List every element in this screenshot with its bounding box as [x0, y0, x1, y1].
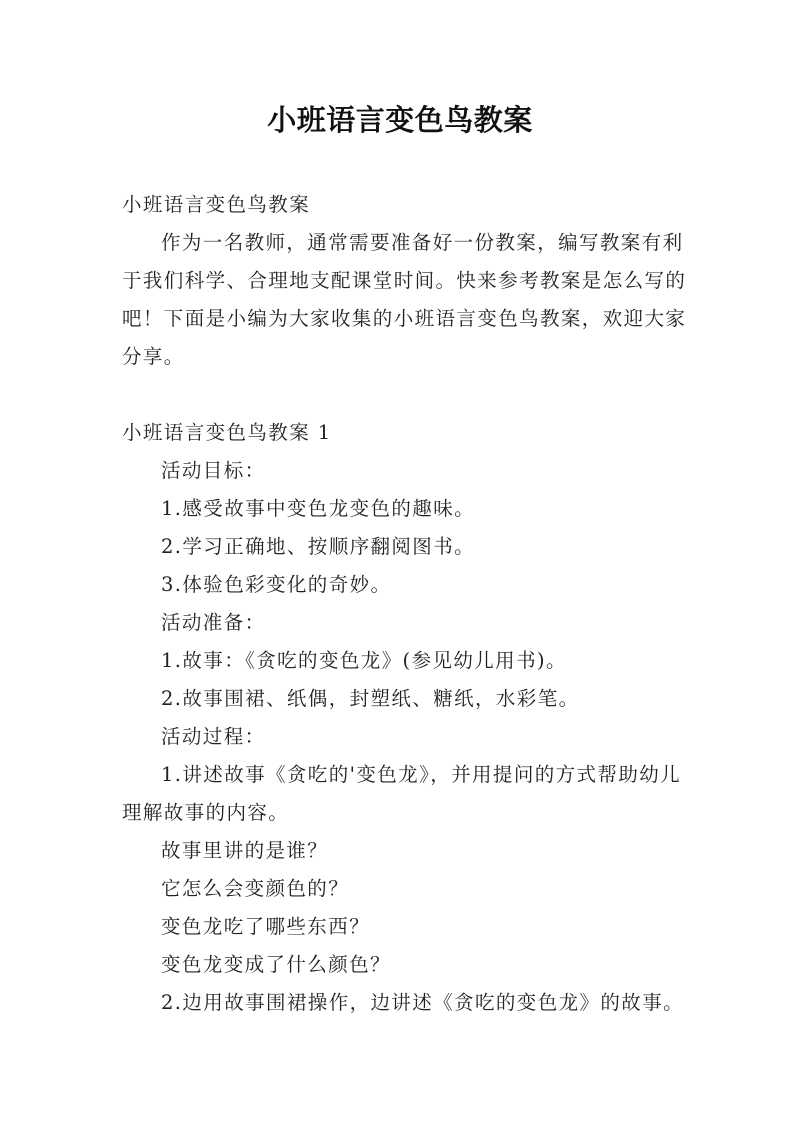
prep-label: 活动准备： [161, 611, 266, 634]
goal-item: 3.体验色彩变化的奇妙。 [161, 573, 392, 596]
goal-item: 2.学习正确地、按顺序翻阅图书。 [161, 535, 476, 558]
goal-item: 1.感受故事中变色龙变色的趣味。 [161, 497, 476, 520]
process-step: 1.讲述故事《贪吃的'变色龙》，并用提问的方式帮助幼儿理解故事的内容。 [122, 763, 682, 824]
process-label: 活动过程： [161, 725, 266, 748]
process-step: 2.边用故事围裙操作，边讲述《贪吃的变色龙》的故事。 [161, 991, 685, 1014]
document-body [122, 186, 692, 1022]
section-spacer [122, 376, 692, 414]
intro-paragraph: 作为一名教师，通常需要准备好一份教案，编写教案有利于我们科学、合理地支配课堂时间。快来参考教案是怎么写的吧！下面是小编为大家收集的小班语言变色鸟教案，欢迎大家分享。 [122, 231, 687, 368]
question-item: 故事里讲的是谁？ [161, 839, 329, 862]
goals-label: 活动目标： [161, 459, 266, 482]
page-title: 小班语言变色鸟教案 [267, 103, 533, 137]
question-item: 变色龙变成了什么颜色？ [161, 953, 391, 976]
question-item: 它怎么会变颜色的？ [161, 877, 350, 900]
question-item: 变色龙吃了哪些东西？ [161, 915, 371, 938]
section-heading: 小班语言变色鸟教案 1 [122, 421, 332, 444]
prep-item: 2.故事围裙、纸偶，封塑纸、糖纸，水彩笔。 [161, 687, 580, 710]
intro-heading: 小班语言变色鸟教案 [122, 193, 311, 216]
prep-item: 1.故事：《贪吃的变色龙》(参见幼儿用书)。 [161, 649, 567, 672]
